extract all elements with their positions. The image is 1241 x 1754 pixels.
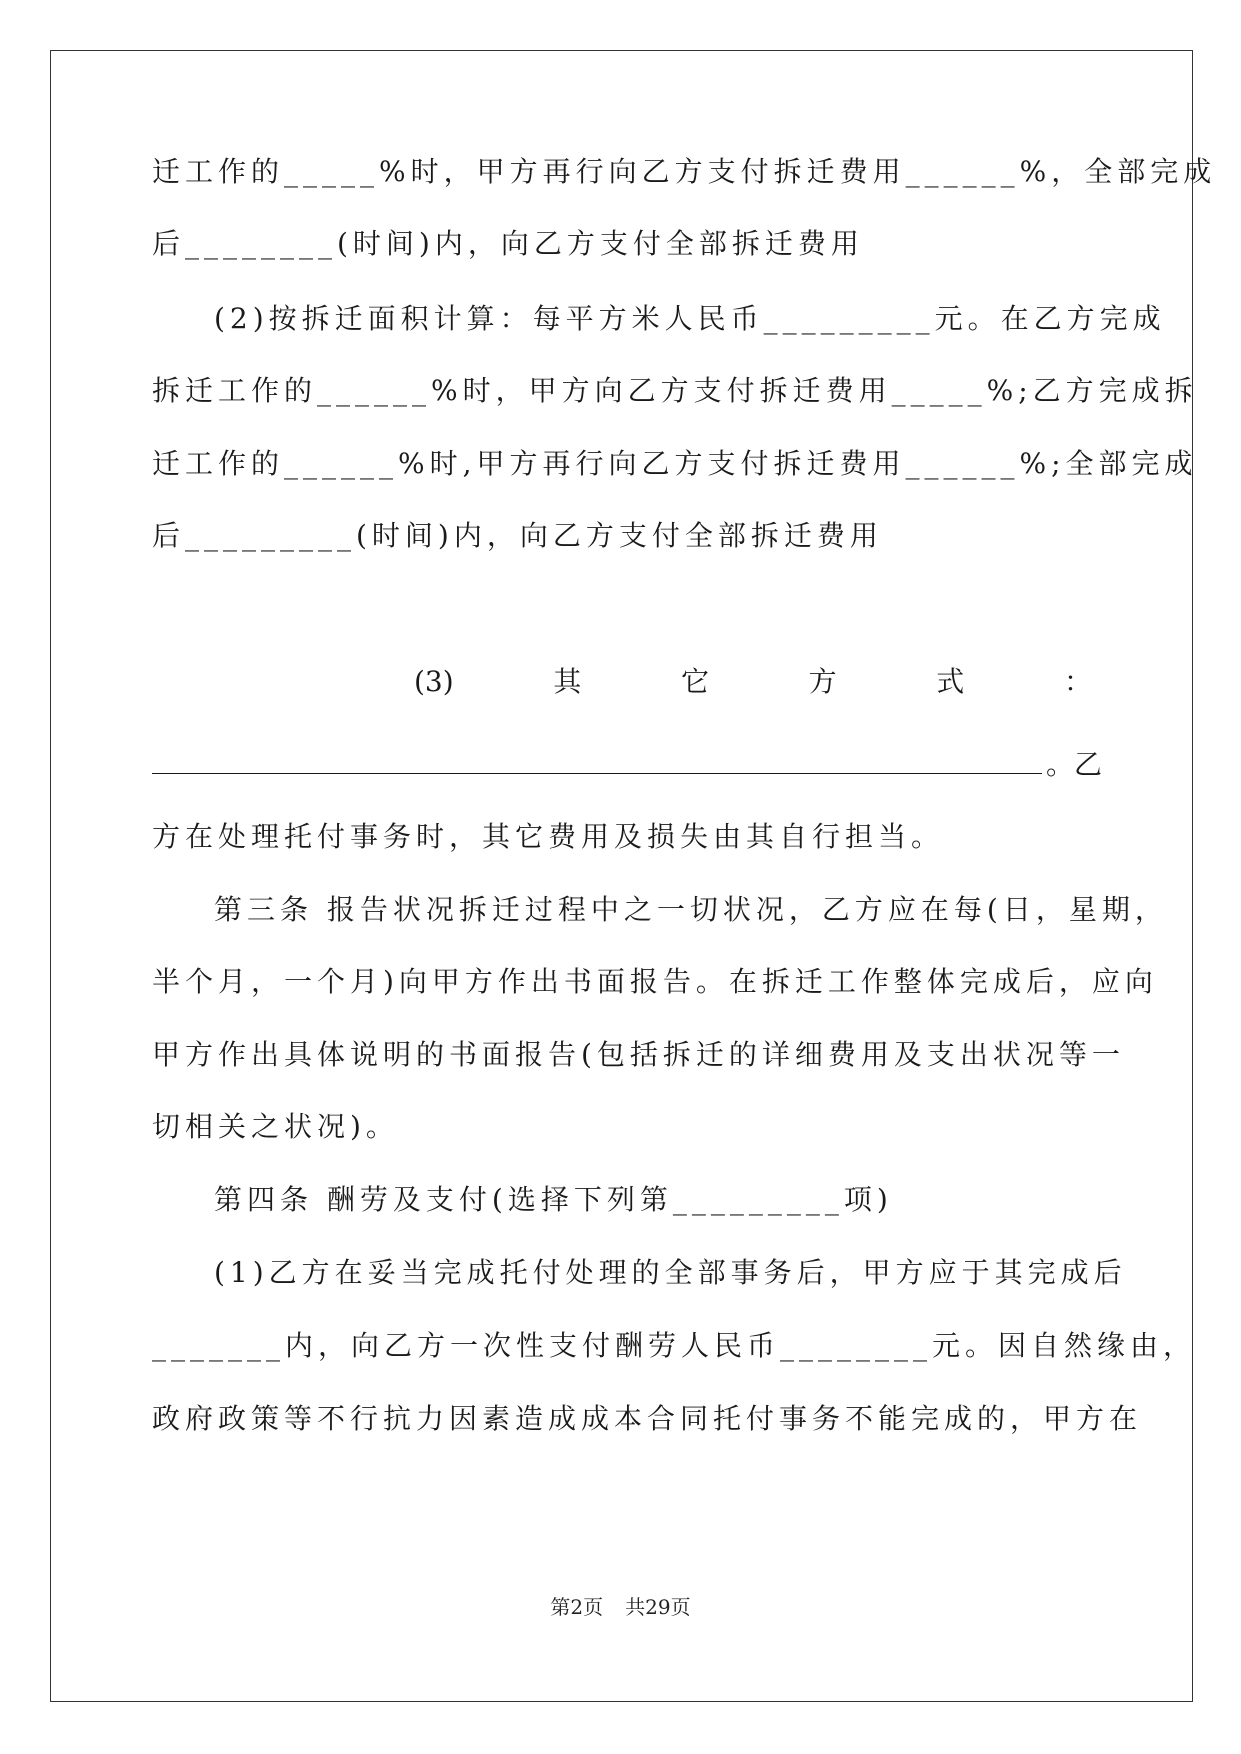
heading-token: 方: [808, 665, 837, 698]
page-footer: [0, 1595, 1241, 1619]
text-line: 后_________(时间)内，向乙方支付全部拆迁费用: [152, 519, 883, 552]
text-line: _______内，向乙方一次性支付酬劳人民币________元。因自然缘由，: [152, 1329, 1197, 1362]
text-line: 方在处理托付事务时，其它费用及损失由其自行担当。: [152, 820, 945, 853]
text-line: 切相关之状况)。: [152, 1110, 399, 1143]
text-line: (2)按拆迁面积计算：每平方米人民币_________元。在乙方完成: [214, 302, 1166, 335]
page-frame: [50, 50, 1193, 1702]
text-line: 半个月，一个月)向甲方作出书面报告。在拆迁工作整体完成后，应向: [152, 965, 1158, 998]
text-line: 拆迁工作的______%时，甲方向乙方支付拆迁费用_____%;乙方完成拆: [152, 374, 1198, 407]
heading-token: 它: [680, 665, 709, 698]
spaced-heading: [152, 665, 1092, 699]
long-blank-line: [152, 743, 1102, 782]
heading-token: ：: [1063, 665, 1092, 698]
text-line: 政府政策等不行抗力因素造成成本合同托付事务不能完成的，甲方在: [152, 1402, 1143, 1435]
text-line: 迁工作的______%时,甲方再行向乙方支付拆迁费用______%;全部完成: [152, 447, 1198, 480]
blank-underline: [152, 743, 1042, 774]
blank-suffix: 。乙: [1046, 748, 1103, 781]
text-line: 甲方作出具体说明的书面报告(包括拆迁的详细费用及支出状况等一: [152, 1038, 1125, 1071]
text-line: 第四条 酬劳及支付(选择下列第_________项): [214, 1183, 893, 1216]
page-number: 第2页: [550, 1595, 604, 1619]
heading-token: 其: [553, 665, 582, 698]
text-line: 迁工作的_____%时，甲方再行向乙方支付拆迁费用______%，全部完成: [152, 155, 1217, 188]
page-total: 共29页: [625, 1595, 691, 1619]
text-line: (1)乙方在妥当完成托付处理的全部事务后，甲方应于其完成后: [214, 1256, 1127, 1289]
heading-token: (3): [414, 665, 454, 698]
text-line: 后________(时间)内，向乙方支付全部拆迁费用: [152, 227, 864, 260]
text-line: 第三条 报告状况拆迁过程中之一切状况，乙方应在每(日，星期，: [214, 893, 1168, 926]
heading-token: 式: [936, 665, 965, 698]
